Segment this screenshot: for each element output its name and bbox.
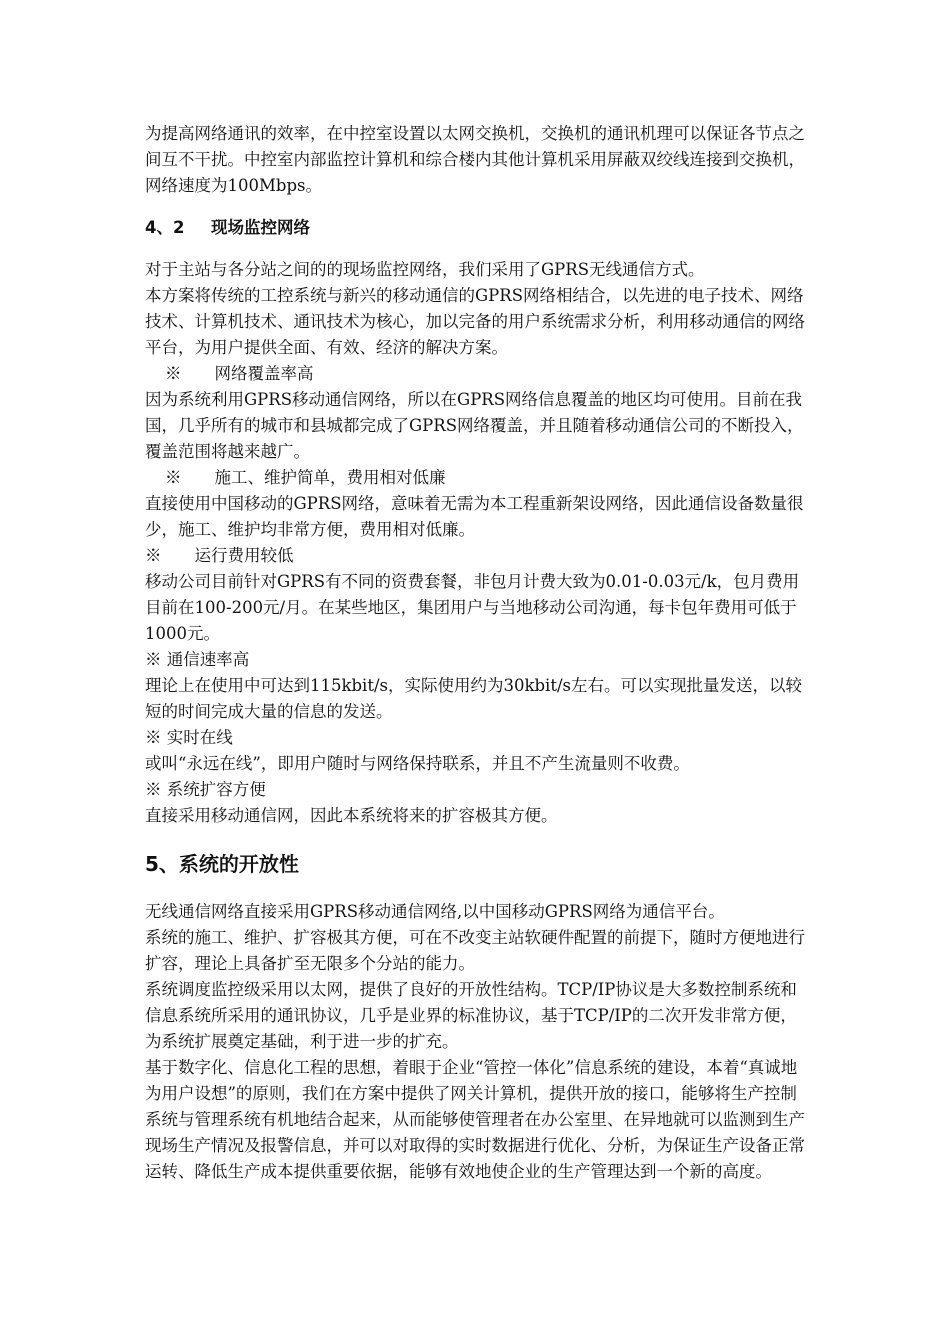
- section-4-2-number: 4、2: [145, 218, 185, 237]
- section-4-2-title: 现场监控网络: [211, 218, 310, 237]
- feature-heading: ※ 系统扩容方便: [145, 780, 266, 799]
- feature-text: 移动公司目前针对GPRS有不同的资费套餐，非包月计费大致为0.01-0.03元/k，包月费用目前在100-200元/月。在某些地区，集团用户与当地移动公司沟通，每卡包年费用可低于1000元。: [145, 572, 800, 643]
- feature-text: 直接使用中国移动的GPRS网络，意味着无需为本工程重新架设网络，因此通信设备数量很少，施工、维护均非常方便，费用相对低廉。: [145, 494, 804, 539]
- feature-heading: ※ 运行费用较低: [145, 546, 294, 565]
- section-4-2-heading: [145, 215, 813, 241]
- paragraph: 无线通信网络直接采用GPRS移动通信网络,以中国移动GPRS网络为通信平台。: [145, 902, 725, 921]
- feature-heading: ※ 网络覆盖率高: [165, 364, 314, 383]
- feature-heading: ※ 施工、维护简单，费用相对低廉: [165, 468, 446, 487]
- feature-text: 或叫“永远在线”，即用户随时与网络保持联系，并且不产生流量则不收费。: [145, 754, 690, 773]
- section-5-heading: 5、系统的开放性: [145, 852, 299, 876]
- feature-text: 因为系统利用GPRS移动通信网络，所以在GPRS网络信息覆盖的地区均可使用。目前在我国，几乎所有的城市和县城都完成了GPRS网络覆盖，并且随着移动通信公司的不断投入，覆盖范围将越来越广。: [145, 390, 804, 461]
- paragraph: 本方案将传统的工控系统与新兴的移动通信的GPRS网络相结合，以先进的电子技术、网络技术、计算机技术、通讯技术为核心，加以完备的用户系统需求分析，利用移动通信的网络平台，为用户提供全面、有效、经济的解决方案。: [145, 286, 805, 357]
- paragraph: 基于数字化、信息化工程的思想，着眼于企业“管控一体化”信息系统的建设，本着“真诚地为用户设想”的原则，我们在方案中提供了网关计算机，提供开放的接口，能够将生产控制系统与管理系统有机地结合起来，从而能够使管理者在办公室里、在异地就可以监测到生产现场生产情况及报警信息，并可以对取得的实时数据进行优化、分析，为保证生产设备正常运转、降低生产成本提供重要依据，能够有效地使企业的生产管理达到一个新的高度。: [145, 1058, 805, 1181]
- intro-paragraph: 为提高网络通讯的效率，在中控室设置以太网交换机，交换机的通讯机理可以保证各节点之间互不干扰。中控室内部监控计算机和综合楼内其他计算机采用屏蔽双绞线连接到交换机，网络速度为100Mbps。: [145, 124, 805, 195]
- paragraph: 系统的施工、维护、扩容极其方便，可在不改变主站软硬件配置的前提下，随时方便地进行扩容，理论上具备扩至无限多个分站的能力。: [145, 928, 805, 973]
- feature-heading: ※ 通信速率高: [145, 650, 250, 669]
- paragraph: 对于主站与各分站之间的的现场监控网络，我们采用了GPRS无线通信方式。: [145, 260, 705, 279]
- feature-heading: ※ 实时在线: [145, 728, 233, 747]
- paragraph: 系统调度监控级采用以太网，提供了良好的开放性结构。TCP/IP协议是大多数控制系统和信息系统所采用的通讯协议，几乎是业界的标准协议，基于TCP/IP的二次开发非常方便，为系统扩展奠定基础，利于进一步的扩充。: [145, 980, 797, 1051]
- document-body: [145, 121, 813, 1185]
- feature-text: 直接采用移动通信网，因此本系统将来的扩容极其方便。: [145, 806, 558, 825]
- feature-text: 理论上在使用中可达到115kbit/s，实际使用约为30kbit/s左右。可以实现批量发送，以较短的时间完成大量的信息的发送。: [145, 676, 802, 721]
